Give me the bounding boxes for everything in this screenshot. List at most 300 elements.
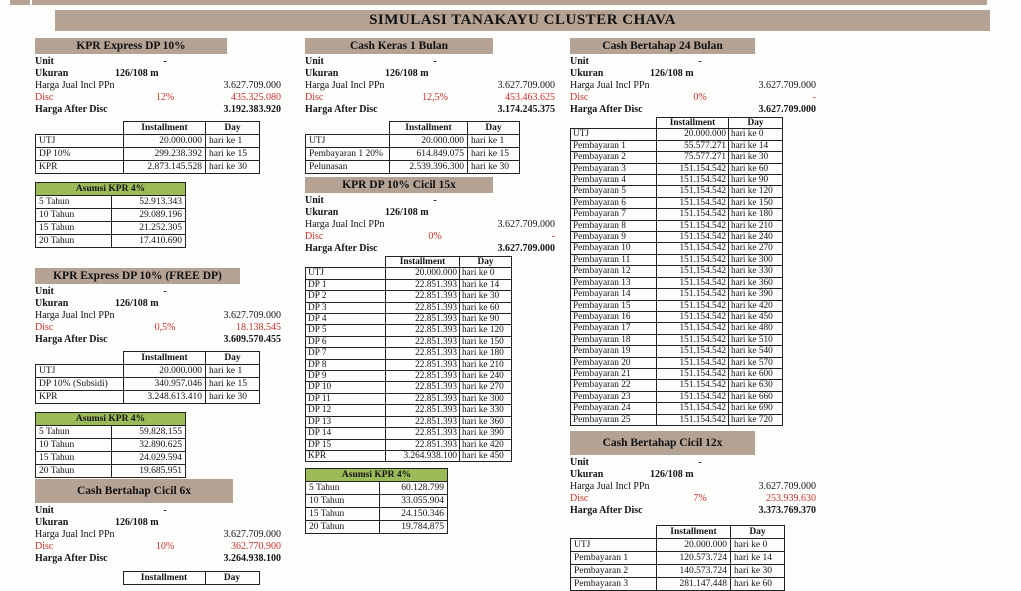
summary-mid-value: 126/108 m bbox=[385, 207, 429, 218]
table-cell: 151.154.542 bbox=[657, 357, 729, 368]
table-cell: Pembayaran 3 bbox=[571, 578, 657, 591]
table-row bbox=[571, 140, 783, 151]
table-row bbox=[306, 314, 512, 325]
table-cell: DP 14 bbox=[306, 428, 386, 439]
summary-mid-value bbox=[385, 80, 485, 92]
summary-row bbox=[570, 80, 816, 92]
summary-mid-value bbox=[385, 219, 485, 231]
day-col-header: Day bbox=[729, 118, 783, 129]
table-row bbox=[306, 482, 448, 495]
summary-label: Harga After Disc bbox=[570, 104, 643, 115]
table-cell: 75.577.271 bbox=[657, 152, 729, 163]
table-cell: 151.154.542 bbox=[657, 334, 729, 345]
panel-title: KPR DP 10% Cicil 15x bbox=[305, 177, 493, 193]
table-row bbox=[571, 197, 783, 208]
summary-label: Harga Jual Incl PPn bbox=[305, 219, 385, 230]
table-row bbox=[571, 220, 783, 231]
installment-table bbox=[35, 121, 260, 174]
table-cell: 151.154.542 bbox=[657, 368, 729, 379]
summary-amount bbox=[215, 68, 281, 80]
summary-mid-value bbox=[650, 481, 750, 493]
table-row bbox=[36, 135, 260, 148]
table-cell: DP 5 bbox=[306, 325, 386, 336]
table-cell: hari ke 0 bbox=[729, 129, 783, 140]
table-cell: hari ke 1 bbox=[206, 365, 260, 378]
table-cell: Pembayaran 10 bbox=[571, 243, 657, 254]
summary-label: Ukuran bbox=[570, 68, 604, 79]
table-cell: hari ke 240 bbox=[460, 371, 512, 382]
panel-cash-bertahap-cicil-12x bbox=[570, 431, 816, 591]
summary-row bbox=[570, 493, 816, 505]
table-cell: UTJ bbox=[306, 135, 390, 148]
summary-label: Disc bbox=[570, 92, 589, 103]
table-cell: hari ke 240 bbox=[729, 232, 783, 243]
price-summary bbox=[570, 56, 816, 116]
summary-mid-value: 12% bbox=[155, 92, 175, 103]
table-cell: 24.150.346 bbox=[380, 508, 448, 521]
summary-row bbox=[35, 310, 281, 322]
summary-mid-value: - bbox=[698, 56, 702, 67]
summary-mid-value bbox=[650, 505, 750, 517]
table-cell: hari ke 390 bbox=[460, 428, 512, 439]
table-cell: hari ke 1 bbox=[206, 135, 260, 148]
table-cell: 22.851.393 bbox=[386, 302, 460, 313]
table-cell: 151.154.542 bbox=[657, 254, 729, 265]
summary-label: Harga Jual Incl PPn bbox=[35, 529, 115, 540]
table-cell: DP 10% bbox=[36, 148, 124, 161]
table-cell: 151.154.542 bbox=[657, 266, 729, 277]
table-cell: 2.539.396.300 bbox=[390, 161, 468, 174]
table-row bbox=[571, 334, 783, 345]
summary-label: Unit bbox=[570, 56, 589, 67]
summary-label: Ukuran bbox=[35, 68, 69, 79]
asumsi-kpr-table bbox=[305, 468, 448, 534]
table-cell: hari ke 150 bbox=[729, 197, 783, 208]
table-row bbox=[571, 129, 783, 140]
table-cell: 15 Tahun bbox=[306, 508, 380, 521]
table-row bbox=[571, 403, 783, 414]
table-cell: DP 10 bbox=[306, 382, 386, 393]
table-cell: 15 Tahun bbox=[36, 452, 112, 465]
day-col-header: Day bbox=[206, 122, 260, 135]
summary-mid-value: 126/108 m bbox=[650, 68, 694, 79]
summary-row bbox=[570, 92, 816, 104]
summary-mid-value bbox=[115, 104, 215, 116]
table-cell: hari ke 480 bbox=[729, 323, 783, 334]
table-cell: hari ke 15 bbox=[468, 148, 520, 161]
panel-title: Cash Keras 1 Bulan bbox=[305, 38, 493, 54]
table-cell: hari ke 360 bbox=[729, 277, 783, 288]
table-cell: DP 12 bbox=[306, 405, 386, 416]
summary-label: Harga After Disc bbox=[35, 553, 108, 564]
table-cell: 140.573.724 bbox=[657, 565, 731, 578]
table-cell: Pembayaran 24 bbox=[571, 403, 657, 414]
table-cell: DP 13 bbox=[306, 416, 386, 427]
table-cell: 2.873.145.528 bbox=[124, 161, 206, 174]
table-row bbox=[571, 243, 783, 254]
table-row bbox=[306, 148, 520, 161]
summary-amount bbox=[750, 457, 816, 469]
table-cell: Pembayaran 1 bbox=[571, 552, 657, 565]
summary-mid-value: - bbox=[163, 56, 167, 67]
summary-label: Unit bbox=[570, 457, 589, 468]
table-cell: 614.849.075 bbox=[390, 148, 468, 161]
table-row bbox=[36, 222, 186, 235]
table-row bbox=[36, 235, 186, 248]
table-cell: 22.851.393 bbox=[386, 348, 460, 359]
summary-mid-value: 126/108 m bbox=[115, 68, 159, 79]
table-row bbox=[306, 508, 448, 521]
installment-col-header: Installment bbox=[657, 118, 729, 129]
summary-row bbox=[35, 286, 281, 298]
table-row bbox=[36, 148, 260, 161]
summary-label: Disc bbox=[305, 231, 324, 242]
summary-mid-value: - bbox=[433, 56, 437, 67]
summary-label: Disc bbox=[35, 541, 54, 552]
table-cell: hari ke 420 bbox=[460, 439, 512, 450]
summary-amount bbox=[485, 195, 555, 207]
panel-cash-bertahap-cicil-6x bbox=[35, 479, 281, 585]
table-cell: 5 Tahun bbox=[306, 482, 380, 495]
table-cell: hari ke 450 bbox=[460, 450, 512, 461]
installment-col-header: Installment bbox=[657, 526, 731, 539]
table-cell: 151.154.542 bbox=[657, 289, 729, 300]
table-cell: UTJ bbox=[306, 268, 386, 279]
empty-corner-cell bbox=[36, 122, 124, 135]
table-cell: hari ke 210 bbox=[729, 220, 783, 231]
table-cell: 17.410.690 bbox=[112, 235, 186, 248]
table-cell: 22.851.393 bbox=[386, 405, 460, 416]
summary-amount: 453.463.625 bbox=[505, 92, 555, 103]
table-row bbox=[571, 368, 783, 379]
panel-title: Cash Bertahap 24 Bulan bbox=[570, 38, 755, 54]
table-row bbox=[306, 371, 512, 382]
table-cell: 29.089.196 bbox=[112, 209, 186, 222]
summary-row bbox=[305, 195, 555, 207]
table-cell: 15 Tahun bbox=[36, 222, 112, 235]
empty-corner-cell bbox=[35, 572, 123, 585]
table-cell: hari ke 30 bbox=[206, 391, 260, 404]
table-cell: 22.851.393 bbox=[386, 382, 460, 393]
table-cell: Pembayaran 15 bbox=[571, 300, 657, 311]
panel-kpr-dp10-cicil-15x bbox=[305, 177, 555, 534]
summary-amount bbox=[215, 286, 281, 298]
summary-row bbox=[35, 517, 281, 529]
table-row bbox=[306, 439, 512, 450]
table-cell: hari ke 180 bbox=[460, 348, 512, 359]
summary-mid-value bbox=[650, 80, 750, 92]
table-cell: 22.851.393 bbox=[386, 291, 460, 302]
panel-kpr-express-free-dp bbox=[35, 268, 281, 478]
table-cell: hari ke 60 bbox=[460, 302, 512, 313]
summary-mid-value: 126/108 m bbox=[650, 469, 694, 480]
table-row bbox=[571, 163, 783, 174]
summary-mid-value: 126/108 m bbox=[115, 298, 159, 309]
panel-title: KPR Express DP 10% bbox=[35, 38, 227, 54]
summary-label: Harga Jual Incl PPn bbox=[35, 80, 115, 91]
table-cell: 151.154.542 bbox=[657, 186, 729, 197]
table-cell: 20.000.000 bbox=[657, 129, 729, 140]
installment-col-header: Installment bbox=[123, 572, 205, 585]
table-row bbox=[306, 450, 512, 461]
table-cell: Pembayaran 21 bbox=[571, 368, 657, 379]
table-cell: hari ke 15 bbox=[206, 148, 260, 161]
day-col-header: Day bbox=[205, 572, 259, 585]
summary-mid-value: 10% bbox=[155, 541, 175, 552]
table-cell: DP 3 bbox=[306, 302, 386, 313]
table-cell: Pembayaran 1 20% bbox=[306, 148, 390, 161]
day-col-header: Day bbox=[468, 122, 520, 135]
table-cell: hari ke 660 bbox=[729, 391, 783, 402]
summary-row bbox=[35, 541, 281, 553]
table-row bbox=[571, 578, 785, 591]
summary-row bbox=[35, 298, 281, 310]
summary-amount: 253.939.630 bbox=[766, 493, 816, 504]
table-row bbox=[306, 268, 512, 279]
summary-label: Unit bbox=[35, 286, 54, 297]
summary-amount bbox=[215, 505, 281, 517]
summary-amount bbox=[485, 56, 555, 68]
summary-row bbox=[35, 92, 281, 104]
summary-mid-value: 0% bbox=[693, 92, 707, 103]
table-cell: 20.000.000 bbox=[124, 135, 206, 148]
table-cell: 10 Tahun bbox=[36, 209, 112, 222]
table-cell: DP 1 bbox=[306, 279, 386, 290]
table-row bbox=[36, 452, 186, 465]
table-cell: hari ke 330 bbox=[460, 405, 512, 416]
summary-row bbox=[35, 529, 281, 541]
summary-mid-value: - bbox=[163, 286, 167, 297]
table-cell: hari ke 14 bbox=[729, 140, 783, 151]
table-row bbox=[571, 277, 783, 288]
table-cell: DP 4 bbox=[306, 314, 386, 325]
summary-label: Unit bbox=[305, 195, 324, 206]
table-cell: Pembayaran 1 bbox=[571, 140, 657, 151]
day-col-header: Day bbox=[731, 526, 785, 539]
summary-row bbox=[570, 457, 816, 469]
summary-label: Ukuran bbox=[570, 469, 604, 480]
table-row bbox=[306, 405, 512, 416]
summary-label: Ukuran bbox=[35, 298, 69, 309]
table-cell: Pembayaran 8 bbox=[571, 220, 657, 231]
summary-row bbox=[570, 104, 816, 116]
table-row bbox=[36, 391, 260, 404]
table-cell: hari ke 0 bbox=[460, 268, 512, 279]
summary-row bbox=[35, 505, 281, 517]
table-cell: hari ke 60 bbox=[729, 163, 783, 174]
price-summary bbox=[570, 457, 816, 517]
table-cell: hari ke 360 bbox=[460, 416, 512, 427]
table-cell: 3.264.938.100 bbox=[386, 450, 460, 461]
table-cell: 151.154.542 bbox=[657, 323, 729, 334]
table-row bbox=[571, 209, 783, 220]
table-cell: hari ke 600 bbox=[729, 368, 783, 379]
asumsi-header: Asumsi KPR 4% bbox=[36, 183, 186, 196]
summary-amount: 3.264.938.100 bbox=[223, 553, 281, 564]
table-cell: 120.573.724 bbox=[657, 552, 731, 565]
table-row bbox=[306, 135, 520, 148]
summary-row bbox=[305, 231, 555, 243]
summary-label: Ukuran bbox=[35, 517, 69, 528]
table-row bbox=[306, 382, 512, 393]
table-row bbox=[306, 521, 448, 534]
summary-amount bbox=[215, 56, 281, 68]
table-cell: DP 6 bbox=[306, 336, 386, 347]
panel-title: Cash Bertahap Cicil 6x bbox=[35, 479, 233, 503]
empty-corner-cell bbox=[306, 122, 390, 135]
table-cell: Pembayaran 17 bbox=[571, 323, 657, 334]
summary-amount: 3.627.709.000 bbox=[497, 243, 555, 254]
summary-amount: 3.627.709.000 bbox=[758, 80, 816, 91]
table-cell: Pembayaran 2 bbox=[571, 152, 657, 163]
summary-label: Unit bbox=[305, 56, 324, 67]
summary-mid-value bbox=[115, 529, 215, 541]
table-cell: hari ke 330 bbox=[729, 266, 783, 277]
summary-amount: - bbox=[812, 92, 816, 103]
table-cell: hari ke 14 bbox=[731, 552, 785, 565]
table-row bbox=[36, 161, 260, 174]
summary-row bbox=[570, 68, 816, 80]
table-row bbox=[571, 254, 783, 265]
panel-kpr-express-dp10 bbox=[35, 38, 281, 248]
summary-row bbox=[305, 68, 555, 80]
summary-row bbox=[570, 481, 816, 493]
empty-corner-cell bbox=[571, 526, 657, 539]
summary-mid-value bbox=[385, 243, 485, 255]
table-row bbox=[571, 565, 785, 578]
table-cell: 151.154.542 bbox=[657, 391, 729, 402]
price-summary bbox=[35, 505, 281, 565]
table-cell: Pembayaran 22 bbox=[571, 380, 657, 391]
summary-amount: 3.627.709.000 bbox=[497, 80, 555, 91]
table-cell: 19.784.875 bbox=[380, 521, 448, 534]
panel-cash-keras-1-bulan bbox=[305, 38, 555, 174]
summary-amount: 3.373.769.370 bbox=[758, 505, 816, 516]
summary-row bbox=[305, 92, 555, 104]
table-row bbox=[36, 426, 186, 439]
table-cell: Pembayaran 11 bbox=[571, 254, 657, 265]
table-cell: Pembayaran 19 bbox=[571, 346, 657, 357]
summary-amount: 3.192.383.920 bbox=[223, 104, 281, 115]
table-cell: 20.000.000 bbox=[386, 268, 460, 279]
table-cell: 299.238.392 bbox=[124, 148, 206, 161]
table-cell: hari ke 720 bbox=[729, 414, 783, 425]
table-row bbox=[571, 391, 783, 402]
summary-amount bbox=[750, 469, 816, 481]
summary-amount: 3.174.245.375 bbox=[497, 104, 555, 115]
table-cell: hari ke 120 bbox=[729, 186, 783, 197]
table-row bbox=[306, 416, 512, 427]
table-cell: Pembayaran 12 bbox=[571, 266, 657, 277]
summary-label: Ukuran bbox=[305, 68, 339, 79]
table-row bbox=[306, 495, 448, 508]
table-cell: DP 11 bbox=[306, 393, 386, 404]
summary-row bbox=[305, 56, 555, 68]
summary-label: Harga Jual Incl PPn bbox=[35, 310, 115, 321]
table-cell: Pembayaran 23 bbox=[571, 391, 657, 402]
summary-amount: - bbox=[551, 231, 555, 242]
summary-label: Harga After Disc bbox=[305, 243, 378, 254]
table-row bbox=[571, 289, 783, 300]
price-summary bbox=[305, 56, 555, 116]
table-row bbox=[306, 161, 520, 174]
table-cell: 151.154.542 bbox=[657, 414, 729, 425]
summary-label: Disc bbox=[35, 322, 54, 333]
table-cell: 20.000.000 bbox=[390, 135, 468, 148]
summary-row bbox=[35, 334, 281, 346]
table-cell: 151.154.542 bbox=[657, 197, 729, 208]
table-cell: hari ke 0 bbox=[731, 539, 785, 552]
summary-mid-value bbox=[115, 334, 215, 346]
table-cell: KPR bbox=[36, 391, 124, 404]
table-cell: hari ke 60 bbox=[731, 578, 785, 591]
summary-mid-value: - bbox=[163, 505, 167, 516]
table-cell: UTJ bbox=[36, 365, 124, 378]
table-cell: Pembayaran 25 bbox=[571, 414, 657, 425]
summary-row bbox=[305, 80, 555, 92]
installment-table bbox=[35, 571, 260, 585]
summary-label: Disc bbox=[35, 92, 54, 103]
empty-corner-cell bbox=[36, 352, 124, 365]
table-cell: KPR bbox=[36, 161, 124, 174]
table-cell: Pembayaran 13 bbox=[571, 277, 657, 288]
summary-amount: 3.627.709.000 bbox=[758, 481, 816, 492]
asumsi-kpr-table bbox=[35, 412, 186, 478]
asumsi-kpr-table bbox=[35, 182, 186, 248]
table-cell: 10 Tahun bbox=[36, 439, 112, 452]
table-row bbox=[36, 378, 260, 391]
table-cell: 10 Tahun bbox=[306, 495, 380, 508]
table-cell: hari ke 1 bbox=[468, 135, 520, 148]
table-cell: 5 Tahun bbox=[36, 196, 112, 209]
summary-label: Disc bbox=[305, 92, 324, 103]
table-row bbox=[571, 186, 783, 197]
table-cell: 151.154.542 bbox=[657, 209, 729, 220]
summary-amount: 3.627.709.000 bbox=[223, 310, 281, 321]
empty-corner-cell bbox=[571, 118, 657, 129]
table-cell: 3.248.613.410 bbox=[124, 391, 206, 404]
panel-title: KPR Express DP 10% (FREE DP) bbox=[35, 268, 240, 284]
installment-table bbox=[305, 121, 520, 174]
table-row bbox=[306, 279, 512, 290]
summary-amount bbox=[750, 56, 816, 68]
table-cell: 52.913.343 bbox=[112, 196, 186, 209]
table-row bbox=[571, 380, 783, 391]
table-cell: 19.685.951 bbox=[112, 465, 186, 478]
table-cell: hari ke 30 bbox=[731, 565, 785, 578]
table-cell: Pembayaran 16 bbox=[571, 311, 657, 322]
table-cell: Pembayaran 18 bbox=[571, 334, 657, 345]
table-cell: 22.851.393 bbox=[386, 359, 460, 370]
summary-row bbox=[305, 207, 555, 219]
table-cell: Pembayaran 9 bbox=[571, 232, 657, 243]
table-cell: 151.154.542 bbox=[657, 277, 729, 288]
summary-row bbox=[35, 80, 281, 92]
table-cell: 59.828.155 bbox=[112, 426, 186, 439]
table-cell: Pembayaran 7 bbox=[571, 209, 657, 220]
summary-mid-value bbox=[385, 104, 485, 116]
summary-row bbox=[570, 469, 816, 481]
table-cell: 22.851.393 bbox=[386, 439, 460, 450]
installment-table bbox=[305, 256, 512, 462]
summary-row bbox=[570, 505, 816, 517]
summary-label: Harga After Disc bbox=[570, 505, 643, 516]
table-cell: Pembayaran 3 bbox=[571, 163, 657, 174]
day-col-header: Day bbox=[206, 352, 260, 365]
asumsi-header: Asumsi KPR 4% bbox=[306, 469, 448, 482]
table-row bbox=[571, 323, 783, 334]
panel-cash-bertahap-24-bulan bbox=[570, 38, 816, 426]
